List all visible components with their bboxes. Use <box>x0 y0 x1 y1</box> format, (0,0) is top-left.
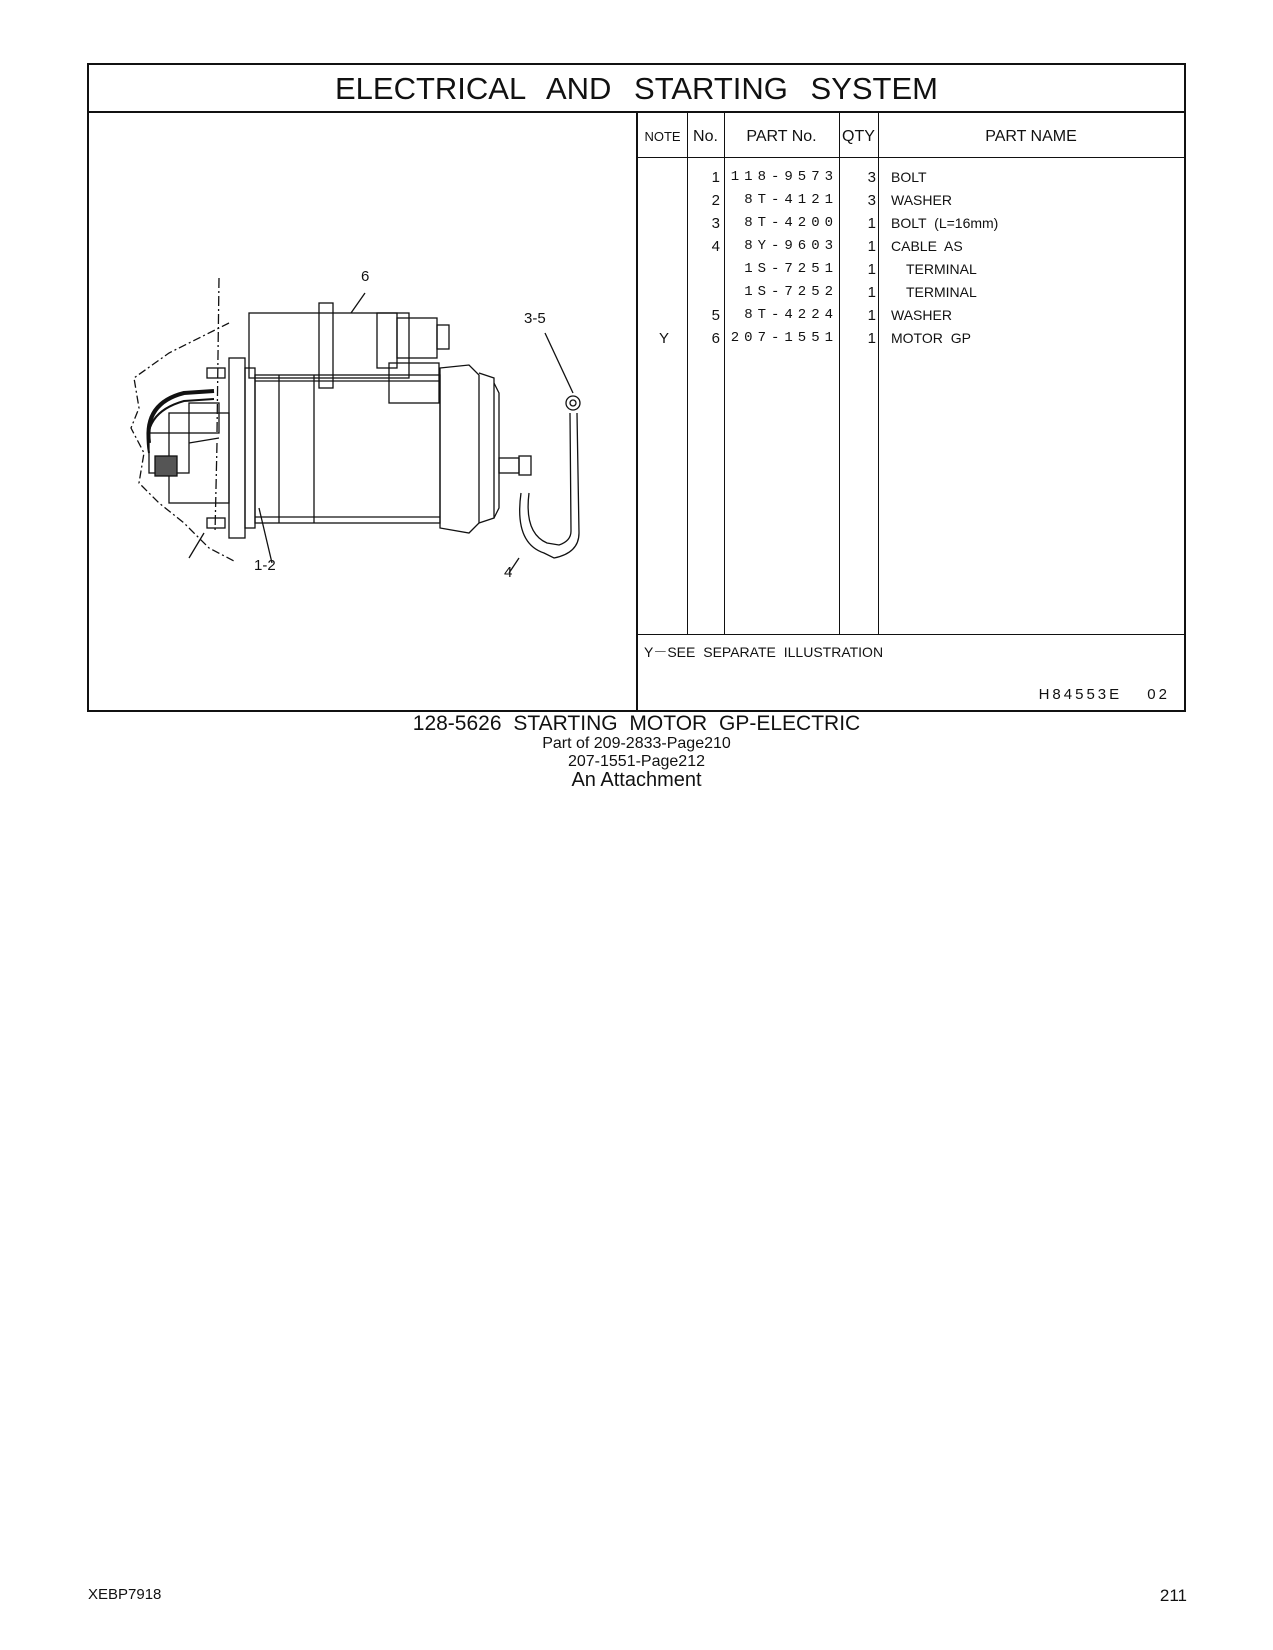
row-part-name: WASHER <box>891 192 952 208</box>
table-row <box>638 192 1184 215</box>
row-note: Y <box>658 330 669 347</box>
row-no: 6 <box>711 330 720 347</box>
row-part-name: BOLT (L=16mm) <box>891 215 999 231</box>
table-row <box>638 307 1184 330</box>
drawing-number: H84553E 02 <box>1038 686 1170 703</box>
row-qty: 1 <box>867 330 876 347</box>
row-part-no: 1S-7251 <box>744 261 838 277</box>
row-qty: 1 <box>867 261 876 278</box>
table-row <box>638 261 1184 284</box>
reference-line: 207-1551-Page212 <box>567 753 705 770</box>
attachment-label: An Attachment <box>571 769 702 791</box>
callout-4: 4 <box>504 564 513 581</box>
row-part-no: 8T-4224 <box>744 307 838 323</box>
table-row <box>638 169 1184 192</box>
page-number: 211 <box>1159 1586 1187 1605</box>
parts-list-table <box>636 113 1184 712</box>
row-part-no: 207-1551 <box>730 330 838 346</box>
section-title: ELECTRICAL AND STARTING SYSTEM <box>89 65 1184 113</box>
row-qty: 1 <box>867 307 876 324</box>
row-part-name: WASHER <box>891 307 952 323</box>
table-row <box>638 330 1184 353</box>
row-part-no: 8T-4200 <box>744 215 838 231</box>
row-qty: 3 <box>867 169 876 186</box>
header-note: NOTE <box>644 129 681 144</box>
header-part-no: PART No. <box>746 128 817 145</box>
header-qty: QTY <box>842 128 875 145</box>
callout-6: 6 <box>361 268 370 285</box>
callout-1-2: 1-2 <box>254 557 276 574</box>
table-row <box>638 284 1184 307</box>
row-no: 4 <box>711 238 720 255</box>
reference-line: Part of 209-2833-Page210 <box>542 735 731 752</box>
starting-motor-drawing <box>89 113 636 712</box>
group-title: 128-5626 STARTING MOTOR GP-ELECTRIC <box>412 712 861 735</box>
row-qty: 1 <box>867 284 876 301</box>
header-no: No. <box>693 128 718 145</box>
row-part-no: 8T-4121 <box>744 192 838 208</box>
row-part-name: CABLE AS <box>891 238 963 254</box>
row-part-name: BOLT <box>891 169 927 185</box>
callout-3-5: 3-5 <box>524 310 546 327</box>
row-no: 3 <box>711 215 720 232</box>
table-row <box>638 215 1184 238</box>
row-part-no: 1S-7252 <box>744 284 838 300</box>
footer-divider <box>638 634 1184 635</box>
document-id: XEBP7918 <box>88 1586 162 1603</box>
row-part-no: 8Y-9603 <box>744 238 838 254</box>
row-part-name: TERMINAL <box>906 261 977 277</box>
row-no: 1 <box>711 169 720 186</box>
starting-motor-illustration <box>89 113 636 712</box>
row-no: 5 <box>711 307 720 324</box>
footnote: Y－SEE SEPARATE ILLUSTRATION <box>644 644 884 660</box>
parts-frame <box>87 63 1186 712</box>
row-part-name: TERMINAL <box>906 284 977 300</box>
table-row <box>638 238 1184 261</box>
header-part-name: PART NAME <box>985 128 1077 145</box>
row-part-no: 118-9573 <box>730 169 838 185</box>
row-qty: 3 <box>867 192 876 209</box>
row-no: 2 <box>711 192 720 209</box>
row-qty: 1 <box>867 238 876 255</box>
row-part-name: MOTOR GP <box>891 330 971 346</box>
row-qty: 1 <box>867 215 876 232</box>
